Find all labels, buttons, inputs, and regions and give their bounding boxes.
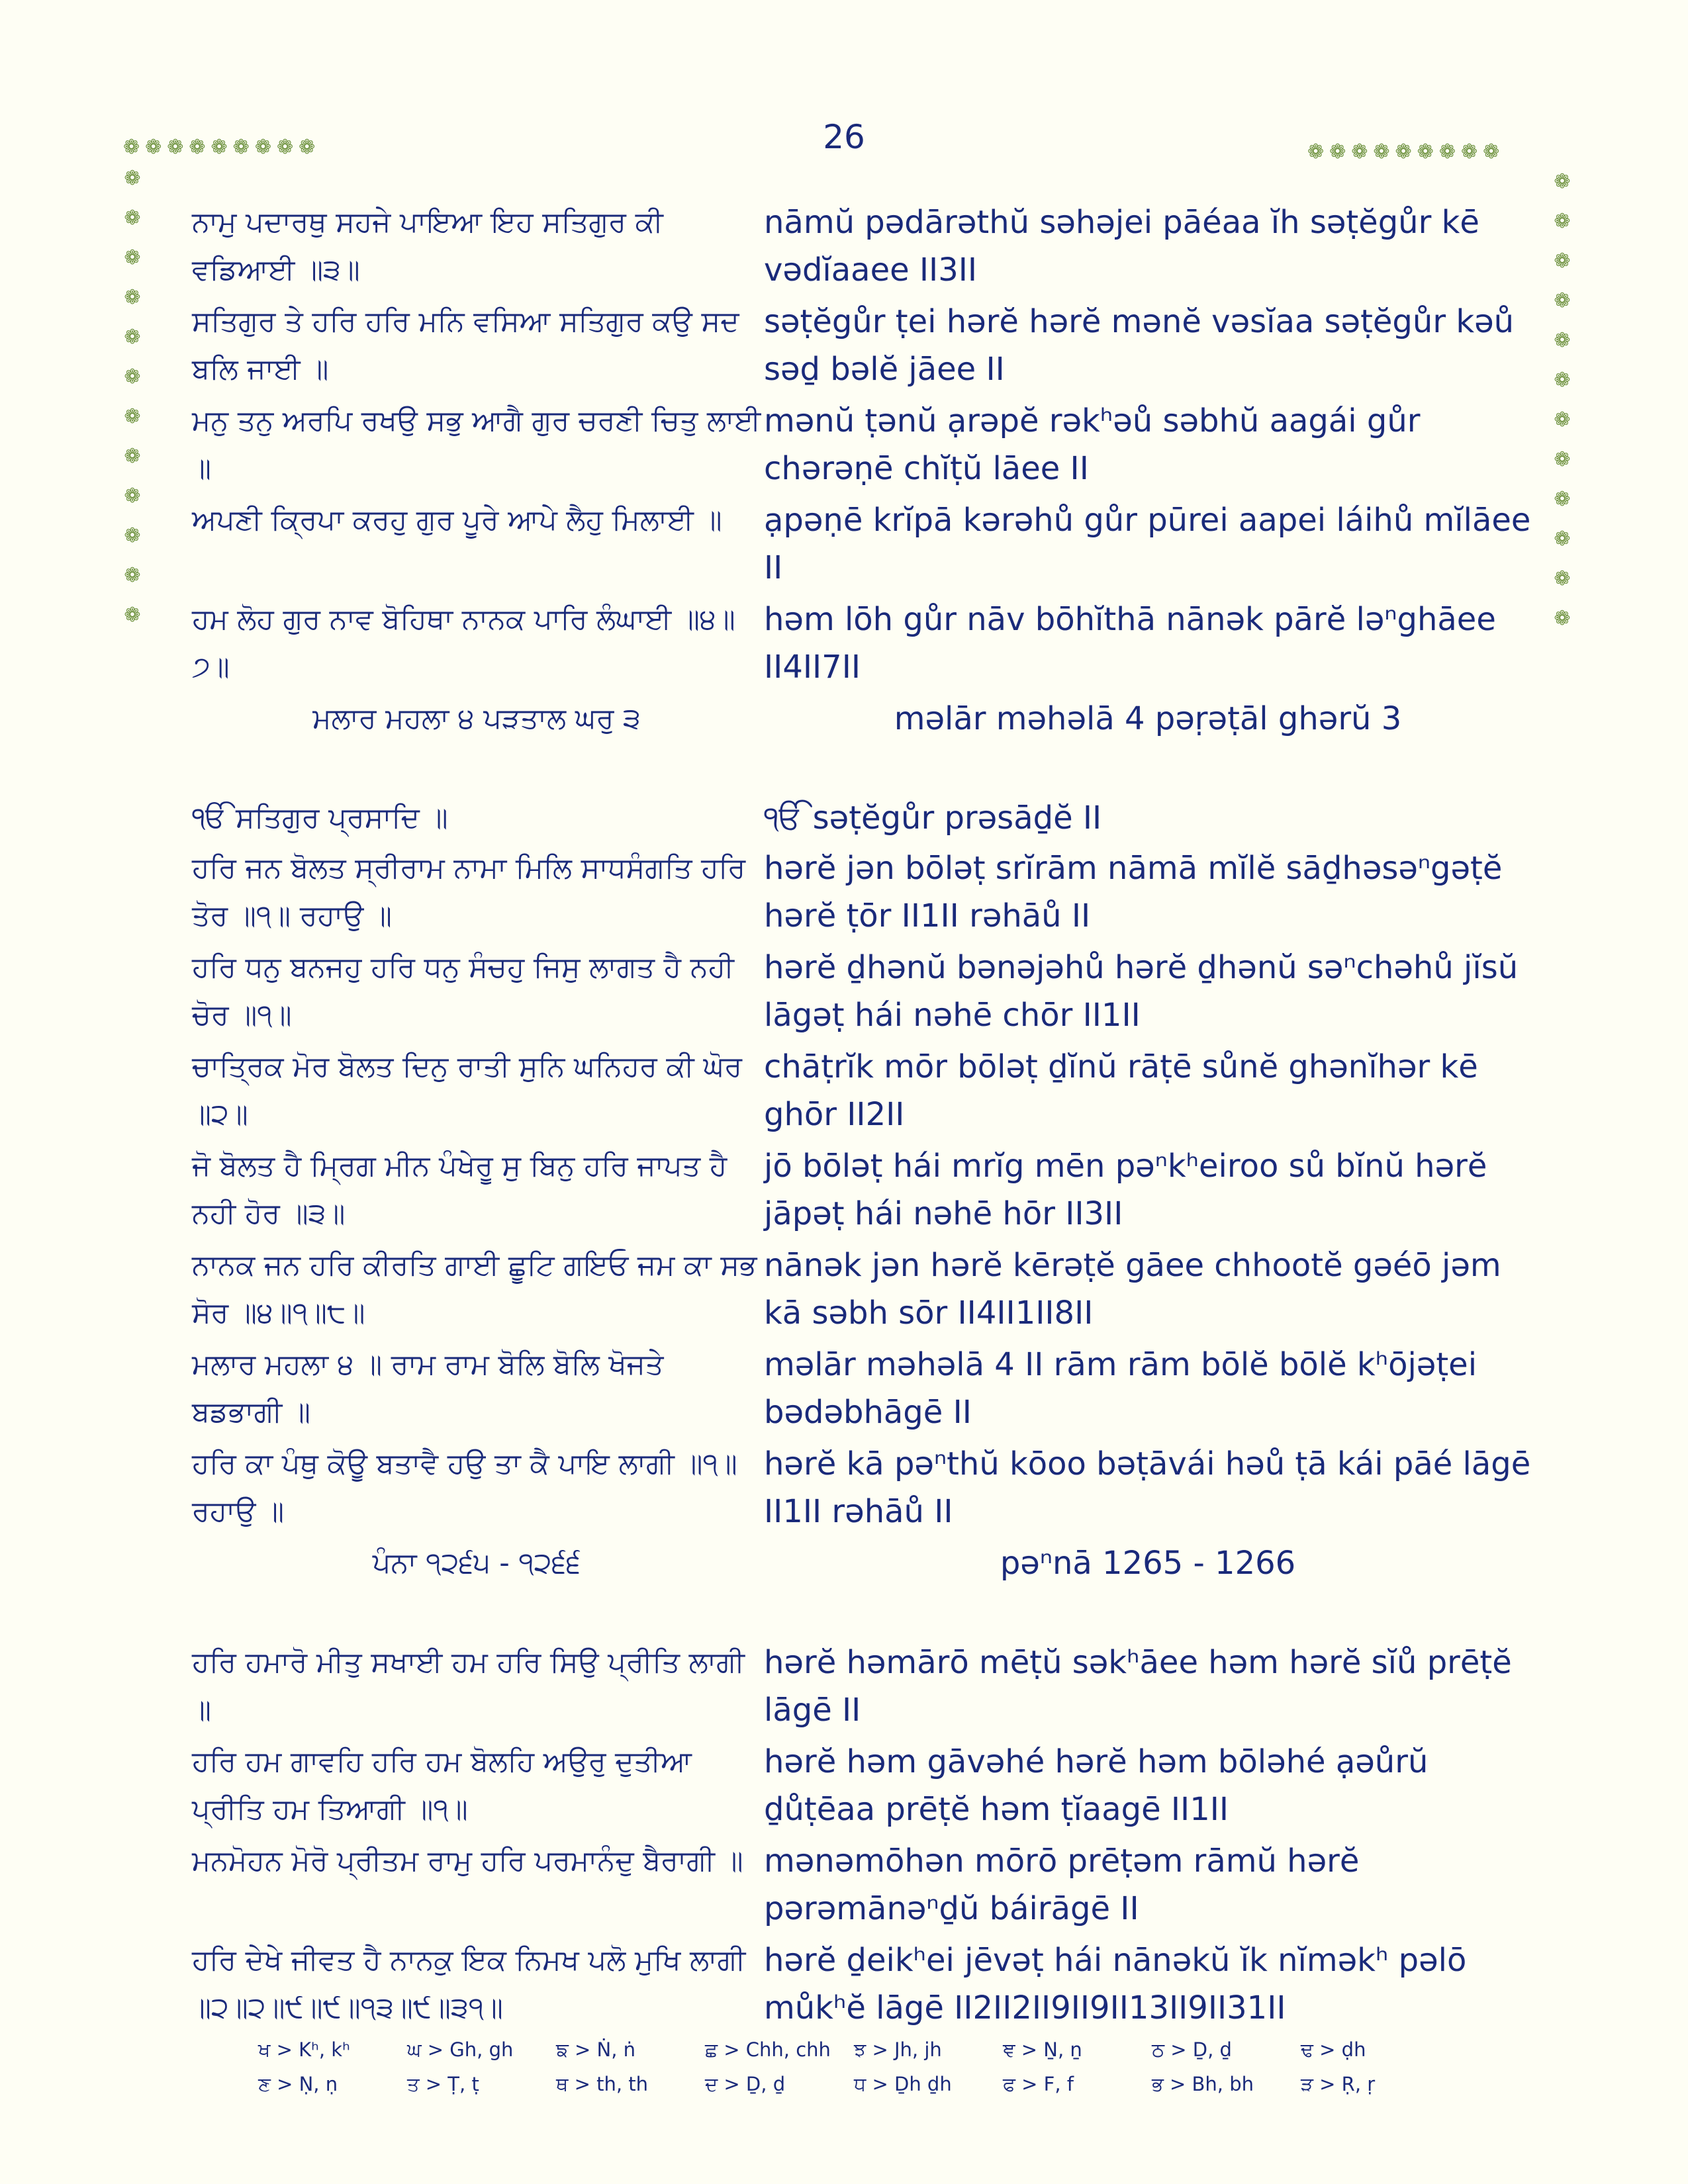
gurmukhi-text: ਮਨੁ ਤਨੁ ਅਰਪਿ ਰਖਉ ਸਭੁ ਆਗੈ ਗੁਰ ਚਰਣੀ ਚਿਤੁ ਲਾਈ ॥ — [192, 404, 761, 485]
legend-item: ਭ > Bh, bh — [1152, 2073, 1254, 2095]
gurmukhi-text: ਪੰਨਾ ੧੨੬੫ - ੧੨੬੬ — [372, 1547, 581, 1580]
transliteration-text: nāmŭ pədārəthŭ səhəjei pāéaa ĭh səṭĕgůr kē vədĭaaee II3II — [764, 204, 1479, 289]
verse-table — [192, 199, 1536, 2036]
verse-row — [192, 298, 1536, 397]
gurmukhi-text: ਹਰਿ ਦੇਖੇ ਜੀਵਤ ਹੈ ਨਾਨਕੁ ਇਕ ਨਿਮਖ ਪਲੋ ਮੁਖਿ ਲਾਗੀ ॥੨॥੨॥੯॥੯॥੧੩॥੯॥੩੧॥ — [192, 1944, 746, 2025]
legend-row — [258, 2038, 1450, 2073]
transliteration-text: hərĕ ḏhənŭ bənəjəhů hərĕ ḏhənŭ səⁿchəhů jĭsŭ lāgəṭ hái nəhē chōr II1II — [764, 949, 1519, 1034]
gurmukhi-text: ਹਰਿ ਧਨੁ ਬਨਜਹੁ ਹਰਿ ਧਨੁ ਸੰਚਹੁ ਜਿਸੁ ਲਾਗਤ ਹੈ ਨਹੀ ਚੋਰ ॥੧॥ — [192, 951, 734, 1032]
section-heading-row — [192, 695, 1536, 794]
transliteration-legend — [258, 2038, 1450, 2107]
transliteration-text: ạpəṇē krĭpā kərəhů gůr pūrei aapei láihů mĭlāee II — [764, 502, 1531, 586]
legend-item: ਛ > Chh, chh — [705, 2038, 831, 2061]
gurmukhi-text: ਮਲਾਰ ਮਹਲਾ ੪ ਪੜਤਾਲ ਘਰੁ ੩ — [312, 702, 641, 735]
legend-item: ਣ > Ṇ, ṇ — [258, 2073, 338, 2095]
gurmukhi-text: ੴ ਸਤਿਗੁਰ ਪ੍ਰਸਾਦਿ ॥ — [192, 801, 448, 835]
gurmukhi-text: ਹਰਿ ਹਮਾਰੋ ਮੀਤੁ ਸਖਾਈ ਹਮ ਹਰਿ ਸਿਉ ਪ੍ਰੀਤਿ ਲਾਗੀ ॥ — [192, 1646, 745, 1727]
gurmukhi-text: ਜੋ ਬੋਲਤ ਹੈ ਮ੍ਰਿਗ ਮੀਨ ਪੰਖੇਰੂ ਸੁ ਬਿਨੁ ਹਰਿ ਜਾਪਤ ਹੈ ਨਹੀ ਹੋਰ ॥੩॥ — [192, 1150, 727, 1230]
gurmukhi-text: ਨਾਨਕ ਜਨ ਹਰਿ ਕੀਰਤਿ ਗਾਈ ਛੂਟਿ ਗਇਓ ਜਮ ਕਾ ਸਭ ਸੋਰ ॥੪॥੧॥੮॥ — [192, 1249, 757, 1330]
gurmukhi-text: ਹਰਿ ਕਾ ਪੰਥੁ ਕੋਊ ਬਤਾਵੈ ਹਉ ਤਾ ਕੈ ਪਾਇ ਲਾਗੀ ॥੧॥ ਰਹਾਉ ॥ — [192, 1447, 737, 1528]
transliteration-text: həm lōh gůr nāv bōhĭthā nānək pārĕ ləⁿghāee II4II7II — [764, 601, 1496, 686]
legend-item: ਤ > Ṭ, ṭ — [407, 2073, 479, 2095]
legend-item: ੜ > Ṛ, ṛ — [1301, 2073, 1376, 2095]
verse-row — [192, 794, 1536, 844]
transliteration-text: pəⁿnā 1265 - 1266 — [1000, 1545, 1296, 1582]
transliteration-text: nānək jən hərĕ kērəṭĕ gāee chhootĕ gəéō jəm kā səbh sōr II4II1II8II — [764, 1247, 1501, 1332]
legend-row — [258, 2073, 1450, 2107]
transliteration-text: hərĕ həmārō mēṭŭ səkʰāee həm hərĕ sĭů prēṭĕ lāgē II — [764, 1644, 1512, 1729]
gurmukhi-text: ਨਾਮੁ ਪਦਾਰਥੁ ਸਹਜੇ ਪਾਇਆ ਇਹ ਸਤਿਗੁਰ ਕੀ ਵਡਿਆਈ ॥੩॥ — [192, 206, 663, 287]
legend-item: ਠ > Ḏ, ḏ — [1152, 2038, 1232, 2061]
transliteration-text: hərĕ jən bōləṭ srĭrām nāmā mĭlĕ sāḏhəsəⁿgəṭĕ hərĕ ṭōr II1II rəhāů II — [764, 850, 1503, 934]
transliteration-text: məlār məhəlā 4 II rām rām bōlĕ bōlĕ kʰōjəṭei bədəbhāgē II — [764, 1346, 1477, 1431]
verse-row — [192, 199, 1536, 298]
legend-item: ਝ > Jh, jh — [854, 2038, 942, 2061]
flower-border-left-icon: ❁ ❁ ❁ ❁ ❁ ❁ ❁ ❁ ❁ ❁ ❁ ❁ — [124, 167, 141, 627]
verse-row — [192, 496, 1536, 596]
gurmukhi-text: ਹਰਿ ਜਨ ਬੋਲਤ ਸ੍ਰੀਰਾਮ ਨਾਮਾ ਮਿਲਿ ਸਾਧਸੰਗਤਿ ਹਰਿ ਤੋਰ ॥੧॥ ਰਹਾਉ ॥ — [192, 852, 746, 933]
verse-row — [192, 397, 1536, 496]
verse-row — [192, 1341, 1536, 1440]
verse-row — [192, 1639, 1536, 1738]
verse-row — [192, 844, 1536, 944]
section-heading-row — [192, 1539, 1536, 1639]
legend-item: ਧ > Ḏh ḏh — [854, 2073, 952, 2095]
gurmukhi-text: ਹਰਿ ਹਮ ਗਾਵਹਿ ਹਰਿ ਹਮ ਬੋਲਹਿ ਅਉਰੁ ਦੁਤੀਆ ਪ੍ਰੀਤਿ ਹਮ ਤਿਆਗੀ ॥੧॥ — [192, 1745, 692, 1826]
transliteration-text: məlār məhəlā 4 pəṛəṭāl ghərŭ 3 — [894, 700, 1402, 737]
legend-item: ਘ > Gh, gh — [407, 2038, 514, 2061]
verse-row — [192, 1738, 1536, 1837]
legend-item: ਦ > Ḏ, ḏ — [705, 2073, 786, 2095]
verse-row — [192, 1242, 1536, 1341]
transliteration-text: ੴ səṭĕgůr prəsāḏĕ II — [764, 799, 1102, 837]
gurmukhi-text: ਮਲਾਰ ਮਹਲਾ ੪ ॥ ਰਾਮ ਰਾਮ ਬੋਲਿ ਬੋਲਿ ਖੋਜਤੇ ਬਡਭਾਗੀ ॥ — [192, 1348, 664, 1429]
verse-row — [192, 1043, 1536, 1142]
verse-row — [192, 596, 1536, 695]
flower-border-right-icon: ❁ ❁ ❁ ❁ ❁ ❁ ❁ ❁ ❁ ❁ ❁ ❁ — [1554, 170, 1571, 630]
transliteration-text: hərĕ kā pəⁿthŭ kōoo bəṭāvái həů ṭā kái pāé lāgē II1II rəhāů II — [764, 1445, 1531, 1530]
verse-row — [192, 944, 1536, 1043]
verse-row — [192, 1142, 1536, 1242]
transliteration-text: mənŭ ṭənŭ ạrəpĕ rəkʰəů səbhŭ aagái gůr chərəṇē chĭṭŭ lāee II — [764, 402, 1421, 487]
gurmukhi-text: ਮਨਮੋਹਨ ਮੋਰੋ ਪ੍ਰੀਤਮ ਰਾਮੁ ਹਰਿ ਪਰਮਾਨੰਦੁ ਬੈਰਾਗੀ ॥ — [192, 1844, 743, 1878]
legend-item: ਙ > Ṅ, ṅ — [556, 2038, 636, 2061]
legend-item: ਫ > F, f — [1003, 2073, 1074, 2095]
legend-item: ਞ > Ṉ, ṉ — [1003, 2038, 1082, 2061]
legend-item: ਖ > Kʰ, kʰ — [258, 2038, 350, 2061]
transliteration-text: səṭĕgůr ṭei hərĕ hərĕ mənĕ vəsĭaa səṭĕgůr kəů səḏ bəlĕ jāee II — [764, 303, 1515, 388]
gurmukhi-text: ਚਾਤ੍ਰਿਕ ਮੋਰ ਬੋਲਤ ਦਿਨੁ ਰਾਤੀ ਸੁਨਿ ਘਨਿਹਰ ਕੀ ਘੋਰ ॥੨॥ — [192, 1050, 743, 1131]
gurmukhi-text: ਸਤਿਗੁਰ ਤੇ ਹਰਿ ਹਰਿ ਮਨਿ ਵਸਿਆ ਸਤਿਗੁਰ ਕਉ ਸਦ ਬਲਿ ਜਾਈ ॥ — [192, 305, 739, 386]
transliteration-text: hərĕ ḏeikʰei jēvəṭ hái nānəkŭ ĭk nĭməkʰ pəlō můkʰĕ lāgē II2II2II9II9II13II9II31II — [764, 1942, 1467, 2026]
legend-item: ਢ > ḍh — [1301, 2038, 1366, 2061]
gurmukhi-text: ਹਮ ਲੋਹ ਗੁਰ ਨਾਵ ਬੋਹਿਥਾ ਨਾਨਕ ਪਾਰਿ ਲੰਘਾਈ ॥੪॥੭॥ — [192, 603, 735, 684]
transliteration-text: hərĕ həm gāvəhé hərĕ həm bōləhé ạəůrŭ ḏůṭēaa prēṭĕ həm ṭĭaagē II1II — [764, 1743, 1429, 1828]
gurmukhi-text: ਅਪਣੀ ਕ੍ਰਿਪਾ ਕਰਹੁ ਗੁਰ ਪੂਰੇ ਆਪੇ ਲੈਹੁ ਮਿਲਾਈ ॥ — [192, 504, 722, 537]
verse-row — [192, 1936, 1536, 2036]
flower-border-top-left-icon: ❁❁❁❁❁❁❁❁❁ — [123, 136, 321, 159]
verse-row — [192, 1837, 1536, 1936]
transliteration-text: jō bōləṭ hái mrĭg mēn pəⁿkʰeiroo sů bĭnŭ hərĕ jāpəṭ hái nəhē hōr II3II — [764, 1148, 1487, 1232]
legend-item: ਥ > th, th — [556, 2073, 649, 2095]
transliteration-text: chāṭrĭk mōr bōləṭ ḏĭnŭ rāṭē sůnĕ ghənĭhər kē ghōr II2II — [764, 1048, 1478, 1133]
transliteration-text: mənəmōhən mōrō prēṭəm rāmŭ hərĕ pərəmānəⁿḏŭ báirāgē II — [764, 1843, 1360, 1927]
flower-border-top-right-icon: ❁❁❁❁❁❁❁❁❁ — [1307, 140, 1505, 163]
verse-row — [192, 1440, 1536, 1539]
page-number: 26 — [823, 118, 865, 156]
